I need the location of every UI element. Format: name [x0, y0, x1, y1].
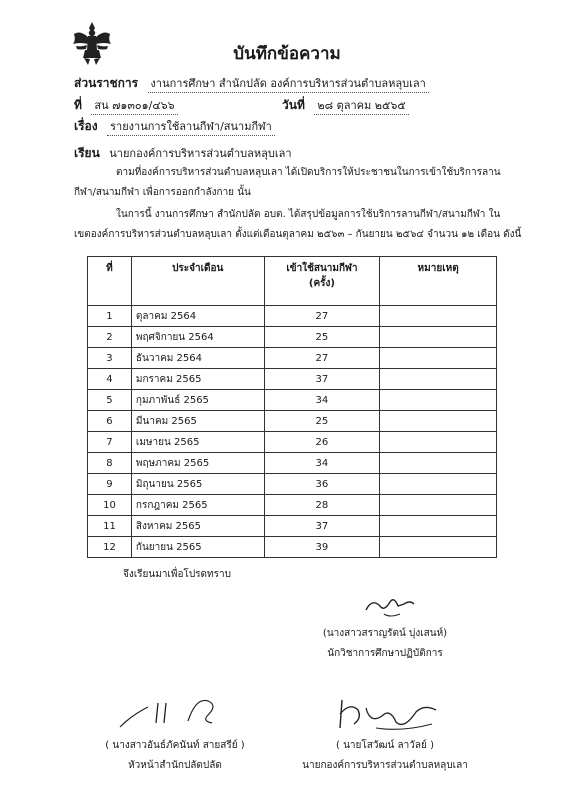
row-month: กุมภาพันธ์ 2565	[131, 390, 264, 411]
head-signature-block	[80, 736, 270, 776]
row-note	[380, 495, 497, 516]
row-count: 36	[264, 474, 380, 495]
row-month: พฤศจิกายน 2564	[131, 327, 264, 348]
row-note	[380, 411, 497, 432]
row-number: 10	[88, 495, 132, 516]
head-position: หัวหน้าสำนักปลัดปลัด	[128, 760, 222, 771]
row-count: 34	[264, 390, 380, 411]
table-header-row	[88, 257, 497, 306]
mayor-position: นายกองค์การบริหารส่วนตำบลหลุบเลา	[302, 760, 468, 771]
row-month: ธันวาคม 2564	[131, 348, 264, 369]
row-number: 5	[88, 390, 132, 411]
row-note	[380, 348, 497, 369]
table-row	[88, 495, 497, 516]
row-count: 26	[264, 432, 380, 453]
table-row	[88, 432, 497, 453]
row-month: เมษายน 2565	[131, 432, 264, 453]
agency-line	[74, 74, 504, 93]
row-note	[380, 474, 497, 495]
row-number: 7	[88, 432, 132, 453]
row-count: 27	[264, 348, 380, 369]
row-count: 37	[264, 516, 380, 537]
table-row	[88, 474, 497, 495]
to-value: นายกองค์การบริหารส่วนตำบลหลุบเลา	[109, 147, 292, 160]
row-number: 8	[88, 453, 132, 474]
row-number: 12	[88, 537, 132, 558]
ref-date-line	[74, 96, 504, 115]
ref-label: ที่	[74, 98, 82, 112]
header-note: หมายเหตุ	[380, 257, 497, 306]
ref-value: สน ๗๑๓๐๑/๔๖๖	[91, 96, 177, 115]
row-count: 37	[264, 369, 380, 390]
row-month: มิถุนายน 2565	[131, 474, 264, 495]
row-note	[380, 306, 497, 327]
date-value: ๒๘ ตุลาคม ๒๕๖๕	[314, 96, 408, 115]
head-name: ( นางสาวอันธ์ภัคนันท์ สายสรีย์ )	[105, 740, 245, 751]
row-count: 27	[264, 306, 380, 327]
row-month: พฤษภาคม 2565	[131, 453, 264, 474]
row-month: กรกฎาคม 2565	[131, 495, 264, 516]
subject-value: รายงานการใช้ลานกีฬา/สนามกีฬา	[107, 117, 275, 136]
head-signature	[112, 693, 224, 733]
mayor-name: ( นายโสวัฒน์ ลาวัลย์ )	[336, 740, 434, 751]
paragraph-1-line-1: ตามที่องค์การบริหารส่วนตำบลหลุบเลา ได้เปิดบริการให้ประชาชนในการเข้าใช้บริการลาน	[116, 167, 501, 178]
agency-label: ส่วนราชการ	[74, 76, 139, 90]
row-note	[380, 327, 497, 348]
memo-title: บันทึกข้อความ	[233, 44, 341, 64]
row-note	[380, 516, 497, 537]
row-count: 39	[264, 537, 380, 558]
table-row	[88, 369, 497, 390]
table-row	[88, 327, 497, 348]
row-count: 25	[264, 327, 380, 348]
row-count: 25	[264, 411, 380, 432]
to-label: เรียน	[74, 146, 100, 160]
row-number: 4	[88, 369, 132, 390]
subject-label: เรื่อง	[74, 119, 98, 133]
table-row	[88, 348, 497, 369]
mayor-signature	[332, 694, 442, 734]
row-number: 1	[88, 306, 132, 327]
row-month: สิงหาคม 2565	[131, 516, 264, 537]
row-month: มกราคม 2565	[131, 369, 264, 390]
subject-line	[74, 117, 504, 136]
agency-value: งานการศึกษา สำนักปลัด องค์การบริหารส่วนตำบลหลุบเลา	[148, 74, 429, 93]
row-note	[380, 369, 497, 390]
row-note	[380, 432, 497, 453]
table-row	[88, 306, 497, 327]
date-group	[282, 96, 409, 115]
closing-text: จึงเรียนมาเพื่อโปรดทราบ	[123, 569, 231, 580]
staff-position: นักวิชาการศึกษาปฏิบัติการ	[327, 648, 443, 659]
paragraph-1-line-2: กีฬา/สนามกีฬา เพื่อการออกกำลังกาย นั้น	[74, 187, 251, 198]
row-month: ตุลาคม 2564	[131, 306, 264, 327]
paragraph-2-line-2: เขตองค์การบริหารส่วนตำบลหลุบเลา ตั้งแต่เดือนตุลาคม ๒๕๖๓ – กันยายน ๒๕๖๔ จำนวน ๑๒ เดือน ดังนี้	[74, 229, 522, 240]
header-usage	[264, 257, 380, 306]
row-number: 11	[88, 516, 132, 537]
staff-signature-block	[300, 624, 470, 664]
row-note	[380, 390, 497, 411]
row-number: 6	[88, 411, 132, 432]
table-row	[88, 411, 497, 432]
paragraph-2-line-1: ในการนี้ งานการศึกษา สำนักปลัด อบต. ได้สรุปข้อมูลการใช้บริการลานกีฬา/สนามกีฬา ใน	[116, 209, 501, 220]
table-row	[88, 537, 497, 558]
row-note	[380, 537, 497, 558]
mayor-signature-block	[282, 736, 488, 776]
staff-name: (นางสาวสราญรัตน์ บุ่งเสนห์)	[322, 628, 448, 639]
header-usage-line1: เข้าใช้สนามกีฬา	[286, 263, 358, 274]
usage-table	[87, 256, 497, 558]
table-row	[88, 453, 497, 474]
row-number: 9	[88, 474, 132, 495]
table-row	[88, 516, 497, 537]
staff-signature	[360, 592, 420, 622]
row-note	[380, 453, 497, 474]
date-label: วันที่	[282, 98, 305, 112]
row-month: กันยายน 2565	[131, 537, 264, 558]
row-count: 34	[264, 453, 380, 474]
header-month: ประจำเดือน	[131, 257, 264, 306]
header-no: ที่	[88, 257, 132, 306]
to-line	[74, 144, 292, 163]
header-usage-line2: (ครั้ง)	[308, 278, 335, 289]
row-number: 2	[88, 327, 132, 348]
row-count: 28	[264, 495, 380, 516]
table-row	[88, 390, 497, 411]
row-number: 3	[88, 348, 132, 369]
row-month: มีนาคม 2565	[131, 411, 264, 432]
